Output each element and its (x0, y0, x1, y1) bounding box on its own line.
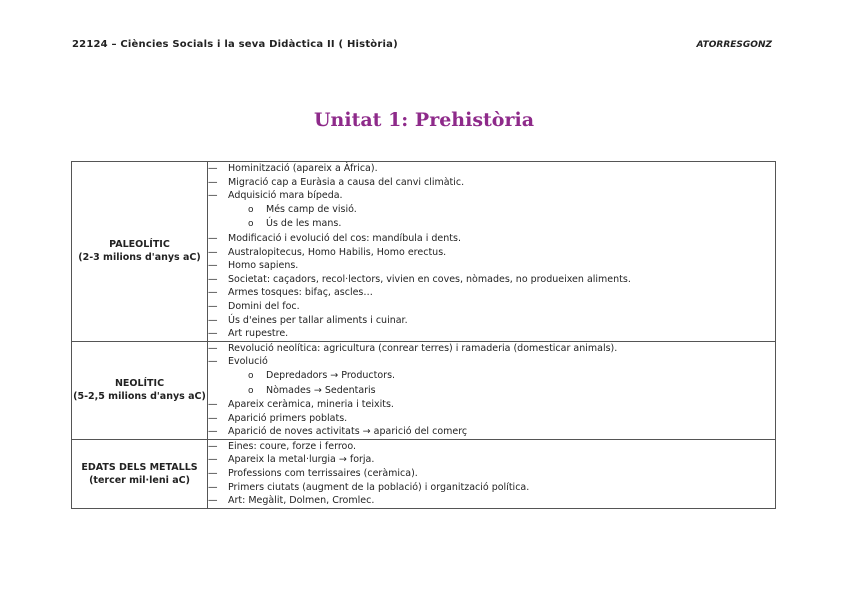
dash-bullet-icon: — (208, 342, 218, 354)
period-dates: (tercer mil·leni aC) (89, 474, 190, 486)
list-item-text: Aparició de noves activitats → aparició del comerç (228, 426, 468, 438)
page-title: Unitat 1: Prehistòria (313, 109, 535, 131)
table-row (72, 439, 776, 508)
sub-list-item (248, 203, 775, 218)
dash-bullet-icon: — (208, 399, 218, 411)
sub-list-item-text: Més camp de visió. (266, 203, 357, 215)
list-item-text: Australopitecus, Homo Habilis, Homo erectus. (228, 246, 447, 258)
list-item-text: Ús d'eines per tallar aliments i cuinar. (228, 314, 408, 326)
list-item (208, 467, 775, 481)
list-item-text: Primers ciutats (augment de la població) i organització política. (228, 481, 530, 493)
sub-list (208, 203, 775, 232)
list-item-text: Apareix ceràmica, mineria i teixits. (228, 399, 394, 411)
dash-bullet-icon: — (208, 481, 218, 493)
dash-bullet-icon: — (208, 495, 218, 507)
list-item-text: Evolució (228, 356, 268, 368)
list-item (208, 162, 775, 176)
list-item (208, 314, 775, 328)
sub-list-item (248, 384, 775, 399)
list-item (208, 494, 775, 508)
period-cell (72, 439, 208, 508)
list-item-text: Hominització (apareix a Àfrica). (228, 163, 378, 174)
sub-list-item (248, 217, 775, 232)
circle-bullet-icon: o (248, 219, 254, 230)
list-item (208, 440, 775, 454)
list-item (208, 176, 775, 190)
period-dates: (2-3 milions d'anys aC) (78, 252, 201, 264)
list-item-text: Apareix la metal·lurgia → forja. (228, 454, 375, 466)
list-item-text: Societat: caçadors, recol·lectors, vivien en coves, nòmades, no produeixen aliments. (228, 273, 631, 285)
list-item (208, 412, 775, 426)
list-item (208, 273, 775, 287)
period-dates: (5-2,5 milions d'anys aC) (73, 391, 206, 403)
sub-list-item-text: Nòmades → Sedentaris (266, 384, 376, 396)
circle-bullet-icon: o (248, 385, 254, 396)
dash-bullet-icon: — (208, 314, 218, 326)
list-item (208, 481, 775, 495)
sub-list-item-text: Depredadors → Productors. (266, 369, 396, 381)
list-item-text: Migració cap a Euràsia a causa del canvi climàtic. (228, 176, 465, 188)
sub-list-item (248, 369, 775, 384)
dash-bullet-icon: — (208, 287, 218, 299)
items-cell (208, 439, 776, 508)
list-item-text: Professions com terrissaires (ceràmica). (228, 468, 418, 480)
prehistory-table (71, 161, 776, 509)
items-cell (208, 162, 776, 342)
list-item (208, 425, 775, 439)
list-item-text: Revolució neolítica: agricultura (conrear terres) i ramaderia (domesticar animals). (228, 342, 618, 354)
list-item-text: Modificació i evolució del cos: mandíbula i dents. (228, 232, 461, 244)
item-list (208, 440, 775, 508)
period-cell (72, 341, 208, 439)
list-item-text: Eines: coure, forze i ferroo. (228, 440, 356, 452)
dash-bullet-icon: — (208, 426, 218, 438)
dash-bullet-icon: — (208, 232, 218, 244)
dash-bullet-icon: — (208, 260, 218, 272)
period-name: EDATS DELS METALLS (81, 461, 198, 473)
dash-bullet-icon: — (208, 190, 218, 202)
list-item (208, 189, 775, 232)
table-row (72, 162, 776, 342)
list-item (208, 300, 775, 314)
list-item (208, 355, 775, 398)
dash-bullet-icon: — (208, 273, 218, 285)
dash-bullet-icon: — (208, 356, 218, 368)
dash-bullet-icon: — (208, 246, 218, 258)
sub-list (208, 369, 775, 398)
list-item (208, 398, 775, 412)
list-item (208, 259, 775, 273)
dash-bullet-icon: — (208, 300, 218, 312)
dash-bullet-icon: — (208, 328, 218, 340)
period-cell (72, 162, 208, 342)
items-cell (208, 341, 776, 439)
dash-bullet-icon: — (208, 163, 218, 174)
list-item-text: Armes tosques: bifaç, ascles… (228, 287, 373, 299)
document-header-author: ATORRESGONZ (696, 40, 772, 50)
period-name: PALEOLÍTIC (109, 239, 170, 251)
list-item (208, 232, 775, 246)
dash-bullet-icon: — (208, 412, 218, 424)
table-row (72, 341, 776, 439)
document-header-course: 22124 – Ciències Socials i la seva Didàctica II ( Història) (72, 39, 398, 50)
list-item-text: Domini del foc. (228, 300, 300, 312)
period-name: NEOLÍTIC (114, 378, 165, 390)
dash-bullet-icon: — (208, 440, 218, 452)
item-list (208, 162, 775, 341)
list-item (208, 286, 775, 300)
sub-list-item-text: Ús de les mans. (266, 218, 342, 230)
list-item (208, 342, 775, 356)
list-item-text: Adquisició mara bípeda. (228, 190, 343, 202)
item-list (208, 342, 775, 439)
dash-bullet-icon: — (208, 468, 218, 480)
circle-bullet-icon: o (248, 204, 254, 215)
list-item-text: Homo sapiens. (228, 260, 299, 272)
list-item-text: Art: Megàlit, Dolmen, Cromlec. (228, 495, 375, 507)
list-item-text: Aparició primers poblats. (228, 412, 348, 424)
dash-bullet-icon: — (208, 454, 218, 466)
list-item (208, 327, 775, 341)
list-item (208, 246, 775, 260)
list-item-text: Art rupestre. (228, 328, 289, 340)
circle-bullet-icon: o (248, 370, 254, 381)
dash-bullet-icon: — (208, 176, 218, 188)
list-item (208, 453, 775, 467)
